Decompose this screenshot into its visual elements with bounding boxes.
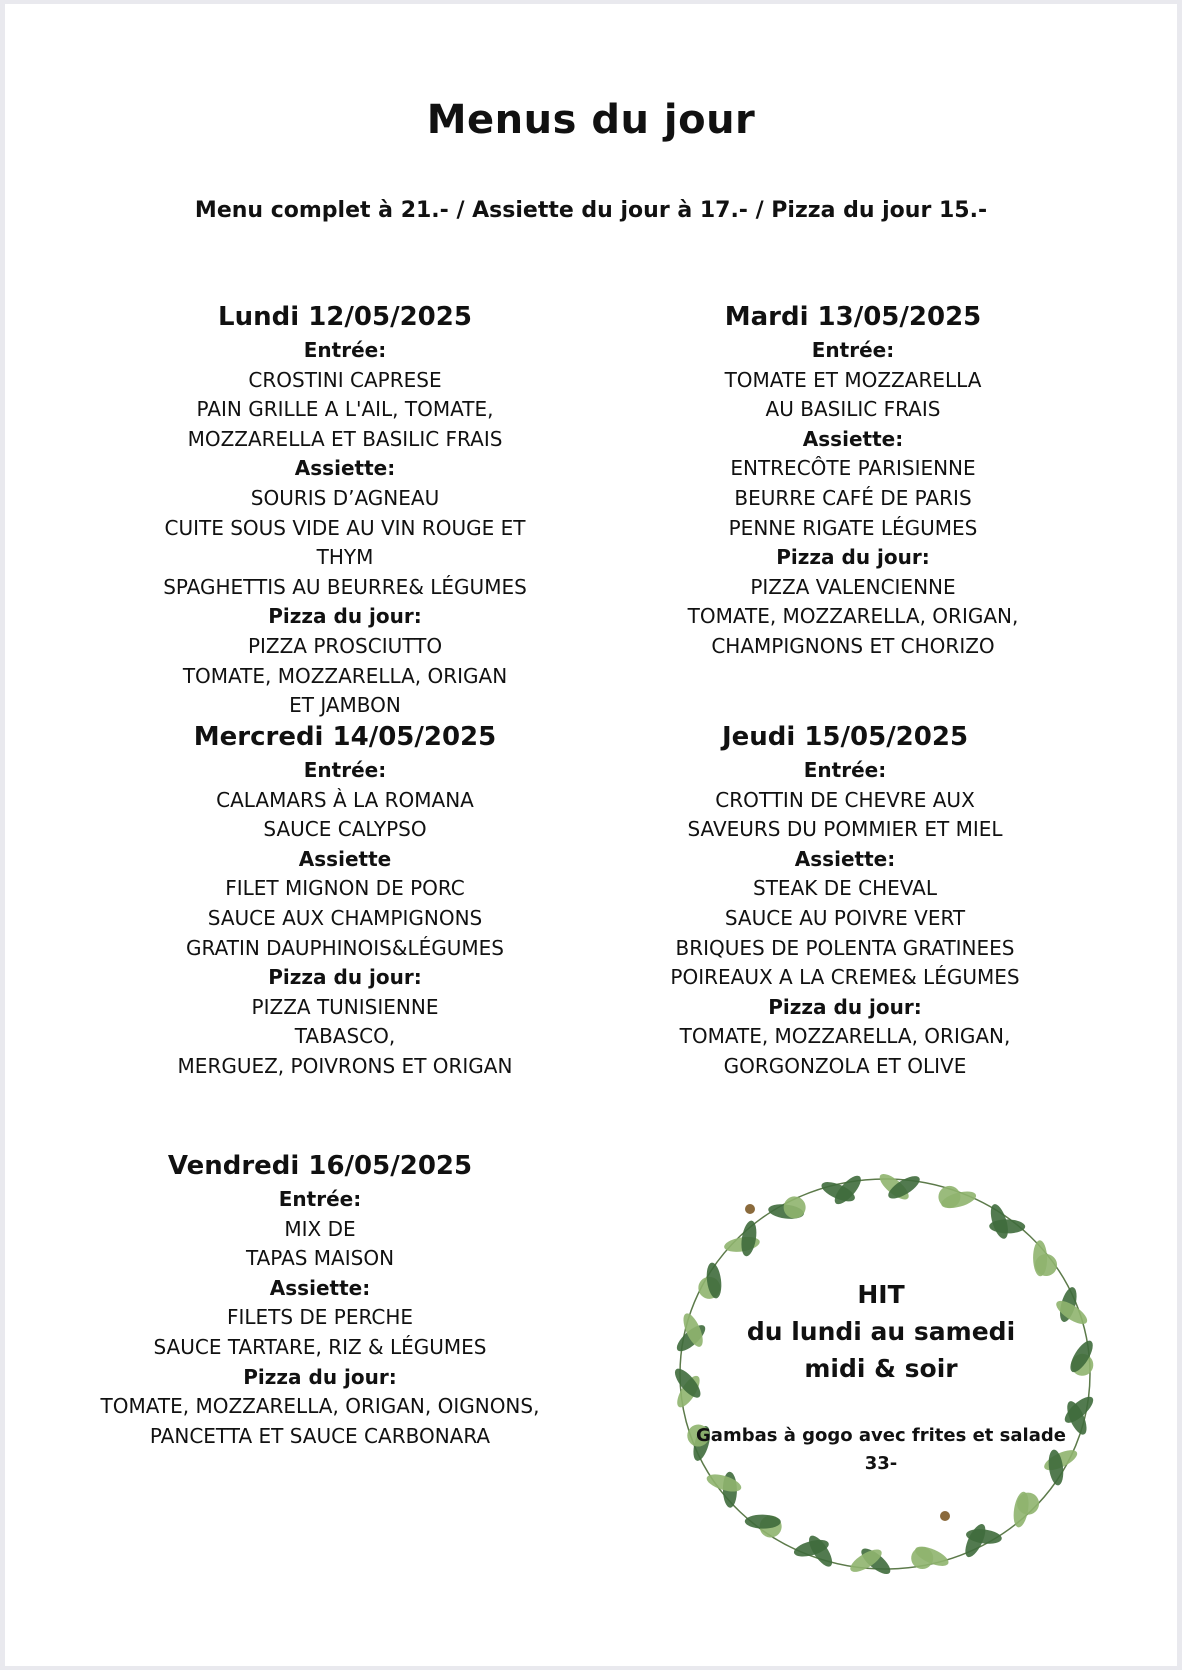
assiette-line: PENNE RIGATE LÉGUMES	[728, 515, 978, 540]
day-menu	[85, 1149, 555, 1451]
assiette-label: Assiette	[298, 846, 392, 871]
day-title: Mercredi 14/05/2025	[193, 722, 497, 752]
wreath-berry	[745, 1204, 755, 1214]
hit-days: du lundi au samedi	[746, 1317, 1016, 1346]
day-title: Mardi 13/05/2025	[724, 302, 982, 332]
assiette-line: GRATIN DAUPHINOIS&LÉGUMES	[186, 935, 504, 960]
hit-box	[681, 1276, 1081, 1387]
wreath-leaf	[739, 1220, 759, 1258]
assiette-line: BRIQUES DE POLENTA GRATINEES	[675, 935, 1015, 960]
hit-offer-text: Gambas à gogo avec frites et salade	[696, 1425, 1066, 1446]
day-title: Jeudi 15/05/2025	[721, 722, 969, 752]
assiette-line: BEURRE CAFÉ DE PARIS	[734, 485, 972, 510]
entree-label: Entrée:	[303, 758, 387, 782]
entree-line: CALAMARS À LA ROMANA	[216, 787, 474, 812]
pizza-line: TABASCO,	[294, 1024, 396, 1049]
wreath-berry	[940, 1511, 950, 1521]
pizza-line: TOMATE, MOZZARELLA, ORIGAN,	[687, 604, 1019, 629]
entree-line: MIX DE	[284, 1216, 356, 1241]
entree-line: MOZZARELLA ET BASILIC FRAIS	[187, 426, 503, 451]
entree-label: Entrée:	[811, 338, 895, 362]
wreath-leaf	[989, 1219, 1025, 1234]
pizza-line: TOMATE, MOZZARELLA, ORIGAN	[182, 663, 508, 688]
day-menu	[645, 720, 1045, 1082]
pizza-line: PIZZA PROSCIUTTO	[247, 633, 443, 658]
assiette-label: Assiette:	[802, 426, 904, 451]
hit-offer-price: 33-	[864, 1453, 898, 1474]
pizza-line: TOMATE, MOZZARELLA, ORIGAN, OIGNONS,	[100, 1394, 540, 1419]
assiette-line: FILETS DE PERCHE	[226, 1305, 414, 1330]
pizza-label: Pizza du jour:	[243, 1364, 397, 1389]
assiette-line: SAUCE TARTARE, RIZ & LÉGUMES	[153, 1334, 487, 1359]
assiette-line: STEAK DE CHEVAL	[753, 876, 937, 901]
pizza-line: MERGUEZ, POIVRONS ET ORIGAN	[177, 1053, 513, 1078]
price-summary: Menu complet à 21.- / Assiette du jour à 17.- / Pizza du jour 15.-	[194, 198, 988, 223]
assiette-line: FILET MIGNON DE PORC	[225, 876, 465, 901]
pizza-line: PIZZA TUNISIENNE	[251, 994, 439, 1019]
assiette-line: CUITE SOUS VIDE AU VIN ROUGE ET	[164, 515, 526, 540]
assiette-line: SPAGHETTIS AU BEURRE& LÉGUMES	[163, 574, 527, 599]
assiette-label: Assiette:	[794, 846, 896, 871]
hit-hours: midi & soir	[804, 1354, 958, 1383]
pizza-line: GORGONZOLA ET OLIVE	[723, 1053, 967, 1078]
entree-line: TAPAS MAISON	[245, 1246, 395, 1271]
day-menu	[145, 720, 545, 1082]
assiette-label: Assiette:	[269, 1275, 371, 1300]
assiette-line: THYM	[316, 545, 374, 570]
entree-label: Entrée:	[803, 758, 887, 782]
wreath-leaf	[907, 1543, 938, 1574]
pizza-label: Pizza du jour:	[768, 994, 922, 1019]
pizza-line: TOMATE, MOZZARELLA, ORIGAN,	[679, 1024, 1011, 1049]
assiette-label: Assiette:	[294, 456, 396, 481]
entree-line: SAVEURS DU POMMIER ET MIEL	[687, 817, 1003, 842]
pizza-line: CHAMPIGNONS ET CHORIZO	[711, 633, 995, 658]
entree-line: TOMATE ET MOZZARELLA	[724, 367, 982, 392]
day-title: Vendredi 16/05/2025	[167, 1151, 473, 1181]
entree-label: Entrée:	[278, 1187, 362, 1211]
entree-label: Entrée:	[303, 338, 387, 362]
day-title: Lundi 12/05/2025	[218, 302, 472, 332]
pizza-label: Pizza du jour:	[776, 545, 930, 570]
day-menu	[145, 300, 545, 721]
pizza-line: ET JAMBON	[289, 693, 401, 718]
pizza-line: PIZZA VALENCIENNE	[750, 574, 956, 599]
entree-line: SAUCE CALYPSO	[263, 817, 427, 842]
assiette-line: SOURIS D’AGNEAU	[250, 485, 440, 510]
entree-line: AU BASILIC FRAIS	[765, 397, 941, 422]
entree-line: CROSTINI CAPRESE	[248, 367, 442, 392]
entree-line: CROTTIN DE CHEVRE AUX	[715, 787, 975, 812]
assiette-line: SAUCE AU POIVRE VERT	[724, 905, 966, 930]
assiette-line: POIREAUX A LA CREME& LÉGUMES	[670, 965, 1020, 990]
pizza-label: Pizza du jour:	[268, 965, 422, 990]
page-title: Menus du jour	[426, 97, 756, 143]
pizza-label: Pizza du jour:	[268, 604, 422, 629]
hit-title: HIT	[857, 1280, 905, 1309]
wreath-leaf	[745, 1514, 781, 1529]
assiette-line: ENTRECÔTE PARISIENNE	[730, 456, 976, 481]
menu-page	[5, 4, 1177, 1666]
day-menu	[653, 300, 1053, 662]
hit-offer	[681, 1422, 1081, 1478]
pizza-line: PANCETTA ET SAUCE CARBONARA	[149, 1423, 491, 1448]
assiette-line: SAUCE AUX CHAMPIGNONS	[207, 905, 483, 930]
entree-line: PAIN GRILLE A L'AIL, TOMATE,	[196, 397, 494, 422]
